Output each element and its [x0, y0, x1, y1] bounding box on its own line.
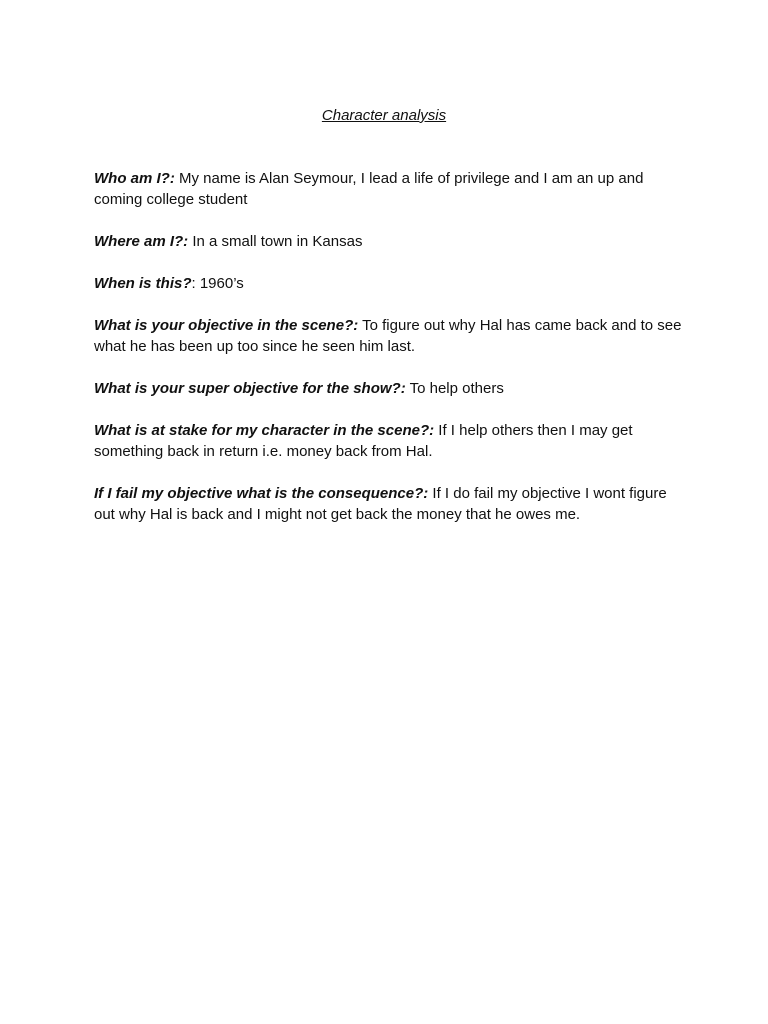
- question-label: Where am I?:: [94, 233, 189, 250]
- qa-who-am-i: [94, 168, 684, 210]
- document-title: Character analysis: [321, 107, 447, 124]
- qa-stakes: [94, 420, 684, 462]
- answer-text: To help others: [405, 380, 504, 397]
- answer-text: If I help others then I may get something back in return i.e. money back from Hal.: [94, 422, 633, 460]
- question-label: Who am I?:: [94, 170, 175, 187]
- answer-text: To figure out why Hal has came back and to see what he has been up too since he seen him last.: [94, 317, 682, 355]
- question-answer-list: [94, 168, 684, 546]
- question-label: When is this?: [94, 275, 192, 292]
- qa-when-is-this: [94, 273, 684, 294]
- answer-text: My name is Alan Seymour, I lead a life of privilege and I am an up and coming college student: [94, 170, 644, 208]
- qa-consequence: [94, 483, 684, 525]
- answer-text: : 1960’s: [191, 275, 244, 292]
- qa-super-objective: [94, 378, 684, 399]
- answer-text: In a small town in Kansas: [188, 233, 363, 250]
- qa-where-am-i: [94, 231, 684, 252]
- question-label: What is at stake for my character in the scene?:: [94, 422, 435, 439]
- answer-text: If I do fail my objective I wont figure out why Hal is back and I might not get back the money that he owes me.: [94, 485, 667, 523]
- question-label: What is your objective in the scene?:: [94, 317, 359, 334]
- question-label: If I fail my objective what is the consequence?:: [94, 485, 429, 502]
- qa-objective: [94, 315, 684, 357]
- question-label: What is your super objective for the show?:: [94, 380, 406, 397]
